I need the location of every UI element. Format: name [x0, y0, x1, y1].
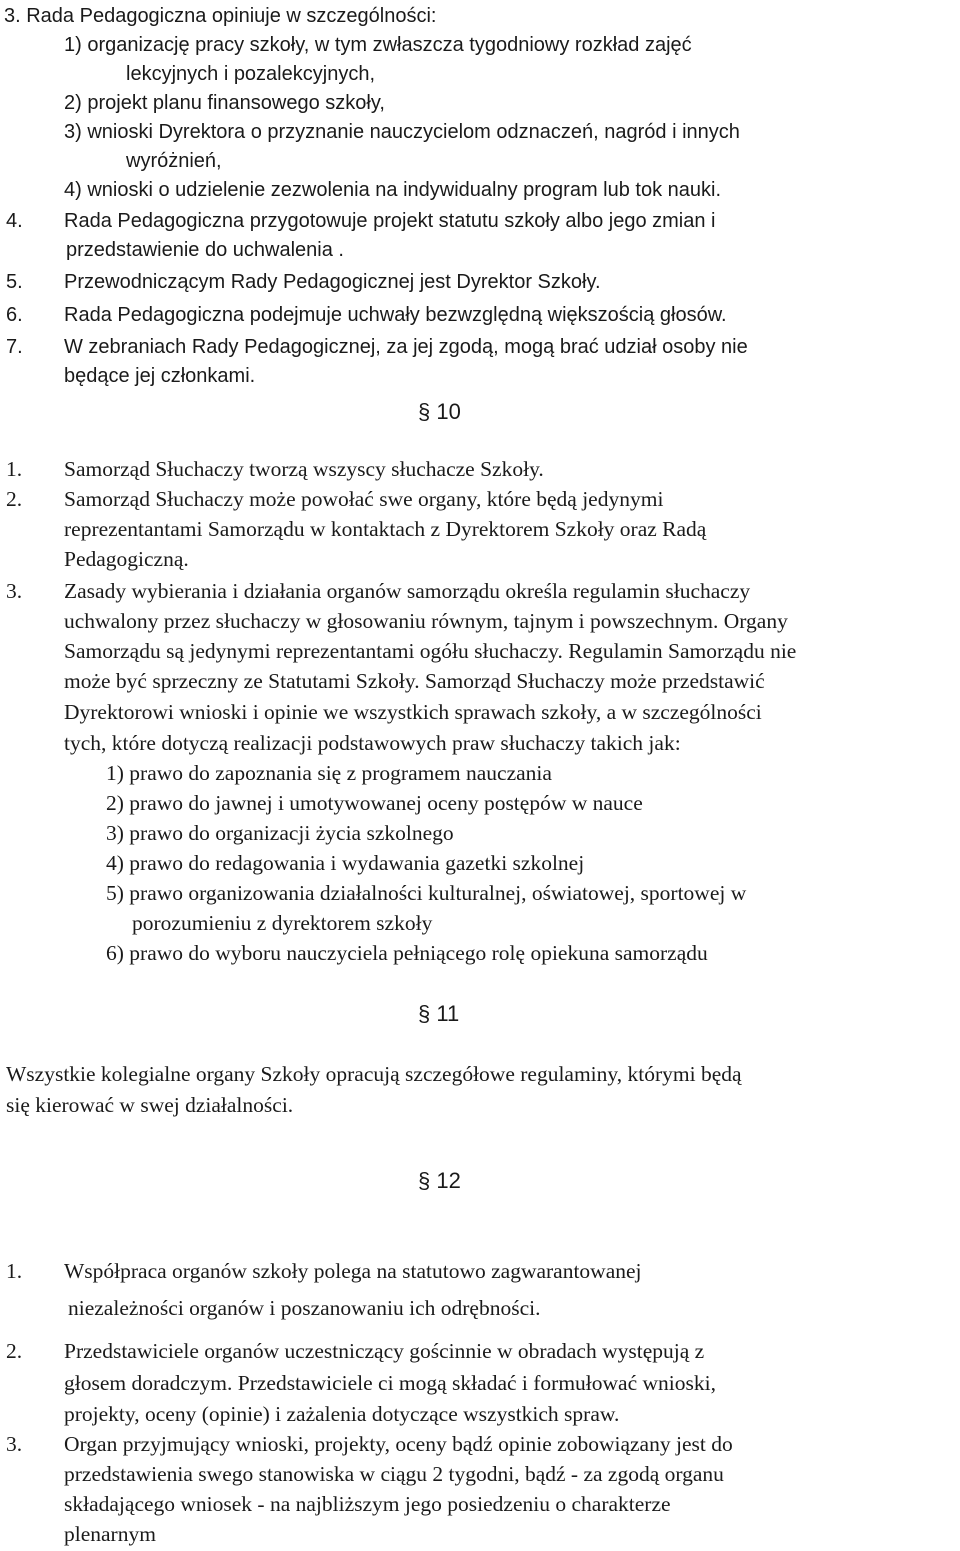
paragraph-7-line-2: będące jej członkami. — [64, 365, 256, 387]
paragraph-7-line-1: W zebraniach Rady Pedagogicznej, za jej zgodą, mogą brać udział osoby nie — [64, 336, 748, 358]
s12-item-1-line-2: niezależności organów i poszanowaniu ich odrębności. — [68, 1296, 541, 1320]
right-item-5-line-1: 5) prawo organizowania działalności kulturalnej, oświatowej, sportowej w — [106, 881, 747, 905]
s10-item-3-line-6: tych, które dotyczą realizacji podstawowych praw słuchaczy takich jak: — [64, 731, 681, 755]
s10-item-2-line-3: Pedagogiczną. — [64, 547, 189, 571]
paragraph-6-number: 6. — [6, 304, 23, 326]
paragraph-4-line-1: Rada Pedagogiczna przygotowuje projekt statutu szkoły albo jego zmian i — [64, 210, 716, 232]
s10-item-3-line-5: Dyrektorowi wnioski i opinie we wszystkich sprawach szkoły, a w szczególności — [64, 700, 762, 724]
s12-item-2-line-1: Przedstawiciele organów uczestniczący gościnnie w obradach występują z — [64, 1339, 705, 1363]
right-item-5-line-2: porozumieniu z dyrektorem szkoły — [132, 911, 433, 935]
s10-item-1-number: 1. — [6, 457, 23, 481]
s10-item-2-line-1: Samorząd Słuchaczy może powołać swe organy, które będą jedynymi — [64, 487, 664, 511]
right-item-4: 4) prawo do redagowania i wydawania gazetki szkolnej — [106, 851, 585, 875]
section-10-heading: § 10 — [418, 399, 461, 424]
right-item-1: 1) prawo do zapoznania się z programem nauczania — [106, 761, 552, 785]
s12-item-2-line-2: głosem doradczym. Przedstawiciele ci mogą składać i formułować wnioski, — [64, 1371, 716, 1395]
s12-item-2-line-3: projekty, oceny (opinie) i zażalenia dotyczące wszystkich spraw. — [64, 1402, 620, 1426]
s10-item-3-line-3: Samorządu są jedynymi reprezentantami ogółu słuchaczy. Regulamin Samorządu nie — [64, 639, 797, 663]
section-12-heading: § 12 — [418, 1168, 461, 1193]
s10-item-2-line-2: reprezentantami Samorządu w kontaktach z Dyrektorem Szkoły oraz Radą — [64, 517, 707, 541]
paragraph-3-heading: 3. Rada Pedagogiczna opiniuje w szczególności: — [4, 5, 437, 27]
list-item-2: 2) projekt planu finansowego szkoły, — [64, 92, 385, 114]
s12-item-2-number: 2. — [6, 1339, 23, 1363]
paragraph-4-line-2: przedstawienie do uchwalenia . — [66, 239, 344, 261]
list-item-4: 4) wnioski o udzielenie zezwolenia na indywidualny program lub tok nauki. — [64, 179, 722, 201]
s10-item-2-number: 2. — [6, 487, 23, 511]
list-item-3-line-2: wyróżnień, — [126, 150, 222, 172]
s12-item-1-number: 1. — [6, 1259, 23, 1283]
s11-line-1: Wszystkie kolegialne organy Szkoły opracują szczegółowe regulaminy, którymi będą — [6, 1062, 742, 1086]
list-item-1-line-2: lekcyjnych i pozalekcyjnych, — [126, 63, 375, 85]
paragraph-7-number: 7. — [6, 336, 23, 358]
paragraph-4-number: 4. — [6, 210, 23, 232]
s11-line-2: się kierować w swej działalności. — [6, 1093, 294, 1117]
paragraph-5-number: 5. — [6, 271, 23, 293]
paragraph-5: Przewodniczącym Rady Pedagogicznej jest Dyrektor Szkoły. — [64, 271, 601, 293]
right-item-2: 2) prawo do jawnej i umotywowanej oceny postępów w nauce — [106, 791, 643, 815]
right-item-6: 6) prawo do wyboru nauczyciela pełniącego rolę opiekuna samorządu — [106, 941, 708, 965]
s10-item-3-number: 3. — [6, 579, 23, 603]
s10-item-3-line-4: może być sprzeczny ze Statutami Szkoły. Samorząd Słuchaczy może przedstawić — [64, 669, 765, 693]
right-item-3: 3) prawo do organizacji życia szkolnego — [106, 821, 454, 845]
s10-item-1: Samorząd Słuchaczy tworzą wszyscy słuchacze Szkoły. — [64, 457, 544, 481]
list-item-1-line-1: 1) organizację pracy szkoły, w tym zwłaszcza tygodniowy rozkład zajęć — [64, 34, 692, 56]
section-11-heading: § 11 — [418, 1001, 460, 1026]
s12-item-3-number: 3. — [6, 1432, 23, 1456]
s12-item-3-line-3: składającego wniosek - na najbliższym jego posiedzeniu o charakterze — [64, 1492, 671, 1516]
paragraph-6: Rada Pedagogiczna podejmuje uchwały bezwzględną większością głosów. — [64, 304, 727, 326]
s12-item-3-line-1: Organ przyjmujący wnioski, projekty, oceny bądź opinie zobowiązany jest do — [64, 1432, 733, 1456]
s12-item-3-line-4: plenarnym — [64, 1522, 156, 1546]
s12-item-1-line-1: Współpraca organów szkoły polega na statutowo zagwarantowanej — [64, 1259, 642, 1283]
s12-item-3-line-2: przedstawienia swego stanowiska w ciągu 2 tygodni, bądź - za zgodą organu — [64, 1462, 724, 1486]
list-item-3-line-1: 3) wnioski Dyrektora o przyznanie nauczycielom odznaczeń, nagród i innych — [64, 121, 740, 143]
s10-item-3-line-2: uchwalony przez słuchaczy w głosowaniu równym, tajnym i powszechnym. Organy — [64, 609, 788, 633]
s10-item-3-line-1: Zasady wybierania i działania organów samorządu określa regulamin słuchaczy — [64, 579, 751, 603]
